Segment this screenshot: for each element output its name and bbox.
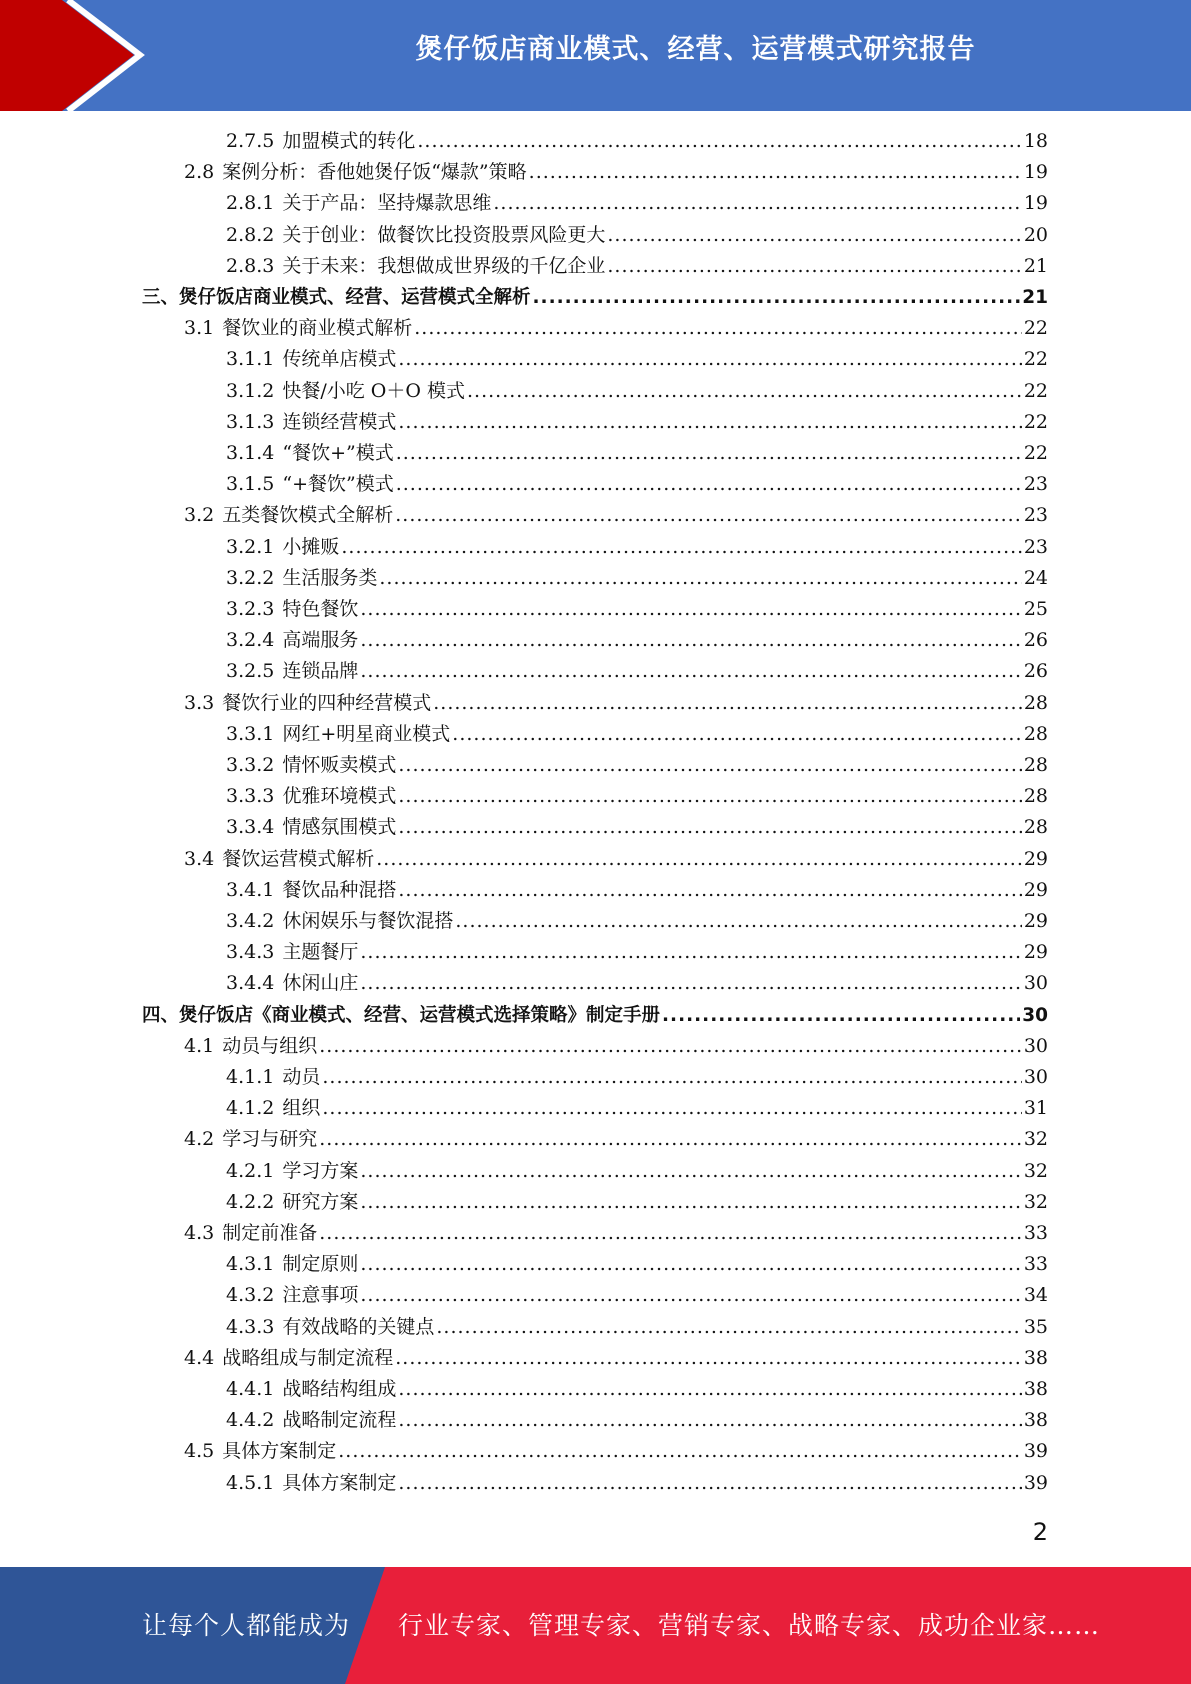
toc-entry-page: 21 <box>1022 287 1048 308</box>
toc-entry-number: 3.1 <box>184 317 215 340</box>
toc-entry-number: 4.3.3 <box>226 1315 275 1338</box>
toc-entry-number: 2.8.3 <box>226 254 275 277</box>
toc-entry-title: “餐饮+”模式 <box>282 442 394 464</box>
toc-entry-number: 4.3 <box>184 1222 215 1244</box>
toc-dot-leader <box>360 968 1021 999</box>
toc-entry-number: 3.2.1 <box>226 535 275 558</box>
toc-entry-title: 主题餐厅 <box>282 941 359 964</box>
toc-entry[interactable] <box>226 1405 1048 1436</box>
toc-entry[interactable] <box>184 1031 1048 1062</box>
toc-entry-page: 28 <box>1023 691 1048 714</box>
page-header <box>0 0 1191 111</box>
toc-entry-title: 情怀贩卖模式 <box>282 754 397 776</box>
toc-entry-page: 26 <box>1023 629 1048 652</box>
toc-dot-leader <box>395 1343 1022 1374</box>
toc-dot-leader <box>398 1405 1021 1436</box>
toc-entry-title: 案例分析：香他她煲仔饭“爆款”策略 <box>222 161 527 184</box>
toc-dot-leader <box>436 1312 1021 1343</box>
toc-entry-page: 32 <box>1023 1128 1048 1151</box>
toc-entry-number: 2.8.1 <box>226 192 275 215</box>
toc-entry-title: 动员与组织 <box>222 1034 318 1057</box>
toc-entry-number: 4.5.1 <box>226 1471 275 1494</box>
toc-entry-number: 三、 <box>142 287 180 308</box>
report-title: 煲仔饭店商业模式、经营、运营模式研究报告 <box>415 34 976 65</box>
toc-entry[interactable] <box>226 126 1048 157</box>
toc-entry-title: 连锁品牌 <box>282 660 359 683</box>
toc-dot-leader <box>398 1374 1021 1405</box>
toc-entry-title: 动员 <box>282 1066 321 1088</box>
toc-entry-page: 31 <box>1023 1097 1048 1120</box>
toc-entry[interactable] <box>226 251 1048 282</box>
toc-entry-page: 19 <box>1023 192 1048 215</box>
toc-entry-title: 关于产品：坚持爆款思维 <box>282 192 492 215</box>
toc-entry[interactable] <box>226 1187 1048 1218</box>
toc-entry[interactable] <box>184 1124 1048 1155</box>
toc-entry-title: 注意事项 <box>282 1284 359 1307</box>
toc-dot-leader <box>396 438 1022 469</box>
toc-dot-leader <box>398 750 1021 781</box>
toc-entry[interactable] <box>226 1280 1048 1311</box>
toc-entry-page: 19 <box>1023 161 1048 184</box>
toc-entry-page: 38 <box>1023 1409 1048 1432</box>
toc-dot-leader <box>360 656 1021 687</box>
toc-entry-title: 餐饮品种混搭 <box>282 878 397 901</box>
toc-entry-title: 休闲山庄 <box>282 972 359 995</box>
toc-entry-number: 4.2.1 <box>226 1159 275 1182</box>
toc-entry-title: 休闲娱乐与餐饮混搭 <box>282 910 454 932</box>
toc-entry[interactable] <box>226 875 1048 906</box>
toc-entry-title: 生活服务类 <box>282 566 378 589</box>
toc-dot-leader <box>395 500 1022 531</box>
toc-entry-title: 加盟模式的转化 <box>282 130 416 152</box>
toc-entry[interactable] <box>226 532 1048 563</box>
toc-entry[interactable] <box>226 1374 1048 1405</box>
toc-dot-leader <box>379 563 1021 594</box>
toc-entry-title: 学习与研究 <box>222 1128 318 1151</box>
toc-dot-leader <box>398 875 1021 906</box>
toc-dot-leader <box>398 781 1021 812</box>
toc-entry-title: 传统单店模式 <box>282 348 397 371</box>
toc-entry[interactable] <box>226 812 1048 843</box>
toc-entry-title: 煲仔饭店商业模式、经营、运营模式全解析 <box>179 287 531 308</box>
footer-slogan-left: 让每个人都能成为 <box>142 1611 351 1640</box>
toc-entry-title: 研究方案 <box>282 1190 359 1213</box>
toc-entry-number: 3.3.3 <box>226 785 275 808</box>
toc-entry-page: 20 <box>1023 223 1048 246</box>
toc-entry-title: 五类餐饮模式全解析 <box>222 504 394 527</box>
toc-entry-page: 33 <box>1023 1253 1048 1276</box>
toc-entry-number: 4.1 <box>184 1034 215 1057</box>
toc-dot-leader <box>607 251 1021 282</box>
toc-entry-page: 23 <box>1023 504 1048 527</box>
toc-entry-title: 具体方案制定 <box>282 1471 397 1494</box>
toc-entry[interactable] <box>184 1343 1048 1374</box>
toc-entry-title: 特色餐饮 <box>282 598 359 620</box>
toc-entry-number: 3.3.2 <box>226 754 275 776</box>
toc-entry-page: 22 <box>1023 379 1048 402</box>
toc-dot-leader <box>360 1249 1021 1280</box>
toc-entry[interactable] <box>184 313 1048 344</box>
toc-entry-number: 3.1.2 <box>226 379 275 402</box>
toc-entry-title: 餐饮运营模式解析 <box>222 847 375 870</box>
toc-entry-page: 22 <box>1023 348 1048 371</box>
toc-dot-leader <box>493 188 1021 219</box>
toc-entry-page: 30 <box>1022 1004 1048 1026</box>
toc-entry-page: 29 <box>1023 910 1048 932</box>
toc-entry[interactable] <box>142 282 1048 313</box>
toc-entry-number: 3.1.3 <box>226 410 275 433</box>
toc-entry[interactable] <box>184 1218 1048 1249</box>
toc-entry-number: 2.8 <box>184 161 215 184</box>
toc-dot-leader <box>452 719 1022 750</box>
toc-dot-leader <box>319 1124 1022 1155</box>
toc-entry-number: 4.2.2 <box>226 1190 275 1213</box>
toc-dot-leader <box>414 313 1022 344</box>
toc-entry[interactable] <box>226 469 1048 500</box>
toc-entry-page: 38 <box>1023 1378 1048 1400</box>
toc-dot-leader <box>360 625 1021 656</box>
toc-entry-title: 优雅环境模式 <box>282 785 397 808</box>
toc-entry-title: 战略制定流程 <box>282 1409 397 1432</box>
toc-entry[interactable] <box>226 968 1048 999</box>
toc-entry-page: 25 <box>1023 598 1048 620</box>
toc-entry-number: 3.2.3 <box>226 598 275 620</box>
toc-entry[interactable] <box>142 1000 1048 1031</box>
toc-entry-number: 3.1.5 <box>226 473 275 496</box>
toc-entry-number: 3.3.4 <box>226 816 275 839</box>
toc-entry-page: 23 <box>1023 473 1048 496</box>
toc-entry-number: 3.3 <box>184 691 215 714</box>
toc-entry-number: 4.1.2 <box>226 1097 275 1120</box>
toc-entry-number: 3.4.2 <box>226 910 275 932</box>
toc-entry-page: 22 <box>1023 317 1048 340</box>
toc-entry[interactable] <box>226 563 1048 594</box>
toc-entry-page: 39 <box>1023 1471 1048 1494</box>
toc-entry-number: 3.2 <box>184 504 215 527</box>
toc-dot-leader <box>319 1218 1022 1249</box>
toc-dot-leader <box>360 1187 1021 1218</box>
toc-entry[interactable] <box>226 1468 1048 1499</box>
toc-entry-number: 3.2.2 <box>226 566 275 589</box>
toc-dot-leader <box>338 1436 1022 1467</box>
toc-entry-number: 2.7.5 <box>226 130 275 152</box>
toc-entry-title: 餐饮业的商业模式解析 <box>222 317 413 340</box>
toc-dot-leader <box>467 376 1022 407</box>
toc-entry[interactable] <box>184 844 1048 875</box>
toc-dot-leader <box>529 157 1022 188</box>
page-footer <box>0 1567 1191 1684</box>
toc-entry-number: 4.2 <box>184 1128 215 1151</box>
header-red-chevron <box>0 0 134 111</box>
toc-dot-leader <box>607 220 1021 251</box>
toc-entry[interactable] <box>226 407 1048 438</box>
toc-entry-title: 战略组成与制定流程 <box>222 1346 394 1369</box>
page-number: 2 <box>1032 1518 1048 1546</box>
footer-slogan-right: 行业专家、管理专家、营销专家、战略专家、成功企业家…… <box>398 1611 1101 1640</box>
toc-entry[interactable] <box>184 500 1048 531</box>
toc-entry-title: “+餐饮”模式 <box>282 473 394 496</box>
toc-entry[interactable] <box>226 781 1048 812</box>
toc-entry-page: 29 <box>1023 878 1048 901</box>
toc-dot-leader <box>322 1093 1021 1124</box>
toc-entry-title: 快餐/小吃 O＋O 模式 <box>282 379 465 402</box>
toc-entry-page: 28 <box>1023 754 1048 776</box>
toc-entry-number: 4.3.2 <box>226 1284 275 1307</box>
toc-entry-number: 2.8.2 <box>226 223 275 246</box>
toc-entry-page: 24 <box>1023 566 1048 589</box>
toc-entry-title: 具体方案制定 <box>222 1440 337 1463</box>
toc-entry-page: 22 <box>1023 442 1048 464</box>
toc-entry[interactable] <box>226 719 1048 750</box>
toc-dot-leader <box>398 344 1021 375</box>
toc-dot-leader <box>398 1468 1021 1499</box>
toc-entry-page: 28 <box>1023 816 1048 839</box>
toc-dot-leader <box>455 906 1021 937</box>
toc-dot-leader <box>433 688 1022 719</box>
toc-entry-page: 39 <box>1023 1440 1048 1463</box>
toc-entry-title: 制定前准备 <box>222 1222 318 1244</box>
toc-dot-leader <box>396 469 1022 500</box>
toc-dot-leader <box>398 812 1021 843</box>
toc-entry-title: 学习方案 <box>282 1159 359 1182</box>
toc-entry[interactable] <box>226 625 1048 656</box>
toc-entry-page: 34 <box>1023 1284 1048 1307</box>
toc-entry-title: 关于创业：做餐饮比投资股票风险更大 <box>282 223 606 246</box>
toc-entry-page: 32 <box>1023 1159 1048 1182</box>
toc-entry-number: 3.3.1 <box>226 722 275 745</box>
toc-dot-leader <box>360 1156 1021 1187</box>
toc-entry[interactable] <box>226 376 1048 407</box>
toc-entry-title: 战略结构组成 <box>282 1378 397 1400</box>
toc-dot-leader <box>360 594 1021 625</box>
toc-entry[interactable] <box>184 688 1048 719</box>
toc-entry-number: 3.4.3 <box>226 941 275 964</box>
toc-entry-title: 制定原则 <box>282 1253 359 1276</box>
toc-entry[interactable] <box>226 1062 1048 1093</box>
toc-entry-page: 23 <box>1023 535 1048 558</box>
toc-entry-number: 3.1.1 <box>226 348 275 371</box>
toc-entry[interactable] <box>226 1093 1048 1124</box>
toc-entry-title: 关于未来：我想做成世界级的千亿企业 <box>282 254 606 277</box>
toc-entry[interactable] <box>184 157 1048 188</box>
toc-entry[interactable] <box>226 1156 1048 1187</box>
toc-entry-page: 30 <box>1023 1034 1048 1057</box>
toc-entry[interactable] <box>226 594 1048 625</box>
toc-entry-page: 28 <box>1023 785 1048 808</box>
toc-entry-title: 有效战略的关键点 <box>282 1315 435 1338</box>
toc-entry-number: 3.4 <box>184 847 215 870</box>
toc-entry-number: 3.4.4 <box>226 972 275 995</box>
toc-entry[interactable] <box>226 937 1048 968</box>
toc-entry[interactable] <box>226 344 1048 375</box>
toc-entry-number: 4.4.1 <box>226 1378 275 1400</box>
toc-dot-leader <box>360 937 1021 968</box>
toc-entry-number: 4.5 <box>184 1440 215 1463</box>
toc-entry-title: 煲仔饭店《商业模式、经营、运营模式选择策略》制定手册 <box>179 1004 661 1026</box>
toc-entry-title: 高端服务 <box>282 629 359 652</box>
toc-entry-page: 28 <box>1023 722 1048 745</box>
toc-entry-page: 33 <box>1023 1222 1048 1244</box>
toc-entry-number: 3.2.4 <box>226 629 275 652</box>
toc-entry-number: 4.4.2 <box>226 1409 275 1432</box>
toc-entry-number: 3.1.4 <box>226 442 275 464</box>
toc-entry-page: 35 <box>1023 1315 1048 1338</box>
toc-dot-leader <box>322 1062 1021 1093</box>
toc-entry-page: 18 <box>1023 130 1048 152</box>
toc-dot-leader <box>341 532 1021 563</box>
toc-entry-number: 4.4 <box>184 1346 215 1369</box>
toc-entry-number: 四、 <box>142 1004 180 1026</box>
toc-dot-leader <box>417 126 1021 157</box>
toc-entry-page: 22 <box>1023 410 1048 433</box>
toc-dot-leader <box>662 1000 1020 1031</box>
toc-dot-leader <box>533 282 1021 313</box>
toc-entry-number: 4.1.1 <box>226 1066 275 1088</box>
toc-entry-title: 组织 <box>282 1097 321 1120</box>
toc-dot-leader <box>319 1031 1022 1062</box>
toc-dot-leader <box>360 1280 1021 1311</box>
toc-entry-page: 38 <box>1023 1346 1048 1369</box>
toc-entry-title: 小摊贩 <box>282 535 340 558</box>
toc-entry[interactable] <box>226 1249 1048 1280</box>
toc-entry-page: 26 <box>1023 660 1048 683</box>
toc-entry[interactable] <box>226 220 1048 251</box>
toc-entry[interactable] <box>226 750 1048 781</box>
toc-entry-page: 32 <box>1023 1190 1048 1213</box>
toc-entry-page: 29 <box>1023 847 1048 870</box>
toc-entry-page: 30 <box>1023 1066 1048 1088</box>
toc-entry[interactable] <box>226 656 1048 687</box>
toc-entry[interactable] <box>226 906 1048 937</box>
toc-entry-title: 餐饮行业的四种经营模式 <box>222 691 432 714</box>
toc-entry-page: 29 <box>1023 941 1048 964</box>
toc-entry-title: 网红+明星商业模式 <box>282 722 451 745</box>
toc-entry-page: 21 <box>1023 254 1048 277</box>
toc-entry[interactable] <box>226 438 1048 469</box>
toc-entry-title: 情感氛围模式 <box>282 816 397 839</box>
toc-entry-number: 3.4.1 <box>226 878 275 901</box>
toc-entry-number: 3.2.5 <box>226 660 275 683</box>
toc-entry-page: 30 <box>1023 972 1048 995</box>
toc-dot-leader <box>398 407 1021 438</box>
toc-entry[interactable] <box>184 1436 1048 1467</box>
toc-entry[interactable] <box>226 188 1048 219</box>
toc-entry-number: 4.3.1 <box>226 1253 275 1276</box>
toc-dot-leader <box>376 844 1022 875</box>
toc-entry-title: 连锁经营模式 <box>282 410 397 433</box>
toc-entry[interactable] <box>226 1312 1048 1343</box>
